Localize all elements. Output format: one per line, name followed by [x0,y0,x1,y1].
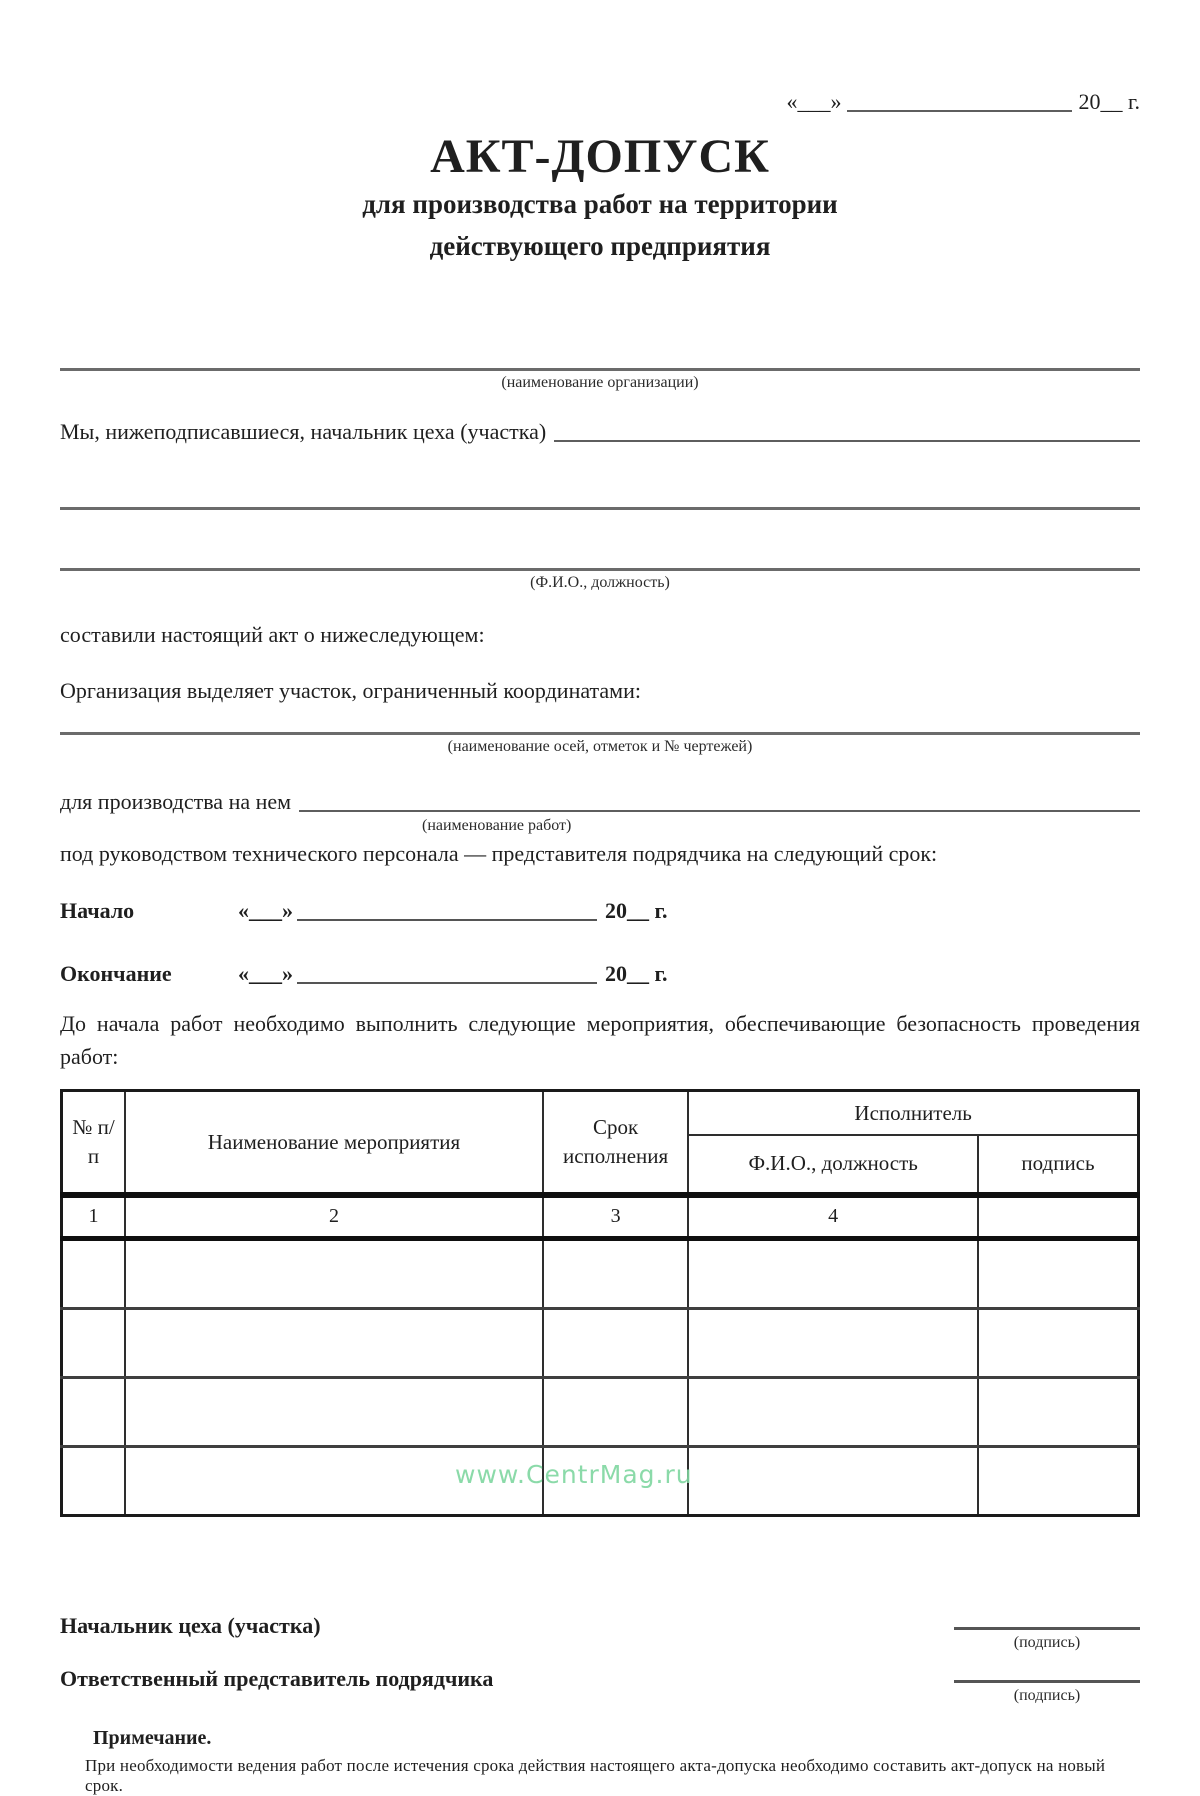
for-production-label: для производства на нем [60,788,292,814]
intro-row [60,418,1140,445]
contractor-signature-block [954,1666,1140,1705]
start-year-suffix: 20__ г. [605,897,668,923]
org-allocates-paragraph: Организация выделяет участок, ограниченный координатами: [60,677,641,703]
axes-caption: (наименование осей, отметок и № чертежей) [447,737,753,755]
table-numbering-row [62,1195,1139,1239]
table-cell [62,1238,126,1308]
document-subtitle-line1: для производства работ на территории [362,189,838,219]
contractor-label: Ответственный представитель подрядчика [60,1665,494,1691]
contractor-signature-blank-line [954,1666,1140,1683]
header-cell-num: № п/п [62,1090,126,1195]
table-cell [688,1238,978,1308]
date-day-quotes: «___» [786,89,842,114]
numbering-cell: 1 [62,1195,126,1239]
table-row [62,1377,1139,1446]
document-content [60,0,1140,1796]
numbering-cell: 2 [125,1195,543,1239]
pre-table-paragraph: До начала работ необходимо выполнить следующие мероприятия, обеспечивающие безопасность проведения работ: [60,1010,1140,1069]
works-row [60,788,1140,815]
date-month-blank-line [847,88,1072,112]
contractor-signature-caption: (подпись) [1013,1686,1081,1704]
header-cell-fio: Ф.И.О., должность [688,1135,978,1195]
header-cell-term: Срок исполнения [543,1090,688,1195]
table-cell [688,1446,978,1515]
header-date-row [60,88,1140,115]
organization-caption: (наименование организации) [501,373,699,391]
fio-caption: (Ф.И.О., должность) [530,573,670,591]
end-month-blank-line [297,960,597,984]
table-row [62,1308,1139,1377]
numbering-cell: 4 [688,1195,978,1239]
intro-blank-line [554,418,1140,442]
table-cell [125,1377,543,1446]
organization-blank-line [60,368,1140,371]
chief-signature-block [954,1613,1140,1652]
intro-label: Мы, нижеподписавшиеся, начальник цеха (участка) [60,418,547,444]
chief-label: Начальник цеха (участка) [60,1612,321,1638]
table-cell [125,1308,543,1377]
table-cell [543,1377,688,1446]
end-year-suffix: 20__ г. [605,960,668,986]
start-month-blank-line [297,897,597,921]
contractor-signature-row [60,1666,1140,1705]
header-cell-signature: подпись [978,1135,1139,1195]
table-cell [543,1308,688,1377]
end-day-quotes: «___» [238,960,293,986]
table-cell [978,1308,1139,1377]
note-text: При необходимости ведения работ после истечения срока действия настоящего акта-допуска необходимо составить акт-допуск на новый срок. [85,1755,1106,1795]
end-date-row [60,960,1140,987]
table-cell [62,1308,126,1377]
note-title: Примечание. [93,1726,212,1749]
under-guidance-paragraph: под руководством технического персонала — представителя подрядчика на следующий срок: [60,840,938,866]
start-date-row [60,897,1140,924]
table-row [62,1238,1139,1308]
made-act-paragraph: составили настоящий акт о нижеследующем: [60,621,485,647]
table-cell [978,1238,1139,1308]
works-caption: (наименование работ) [422,816,572,834]
table-cell [978,1377,1139,1446]
names-blank-line-1 [60,507,1140,510]
document-title: АКТ-ДОПУСК [430,130,770,183]
header-cell-measure: Наименование мероприятия [125,1090,543,1195]
measures-table [60,1089,1140,1517]
end-label: Окончание [60,960,172,986]
table-cell [978,1446,1139,1515]
chief-signature-blank-line [954,1613,1140,1630]
start-day-quotes: «___» [238,897,293,923]
document-subtitle-line2: действующего предприятия [429,230,771,261]
start-label: Начало [60,897,135,923]
axes-blank-line [60,732,1140,735]
table-cell [688,1308,978,1377]
header-cell-executor: Исполнитель [688,1090,1138,1135]
centrmag-watermark: www.CentrMag.ru [455,1460,693,1489]
table-cell [543,1238,688,1308]
chief-signature-row [60,1613,1140,1652]
chief-signature-caption: (подпись) [1013,1633,1081,1651]
table-cell [62,1446,126,1515]
numbering-cell: 3 [543,1195,688,1239]
table-cell [125,1238,543,1308]
works-blank-line [299,788,1140,812]
names-blank-line-2 [60,568,1140,571]
table-cell [62,1377,126,1446]
numbering-cell [978,1195,1139,1239]
date-year-suffix: 20__ г. [1078,89,1140,114]
table-header-row-top [62,1090,1139,1135]
table-cell [688,1377,978,1446]
